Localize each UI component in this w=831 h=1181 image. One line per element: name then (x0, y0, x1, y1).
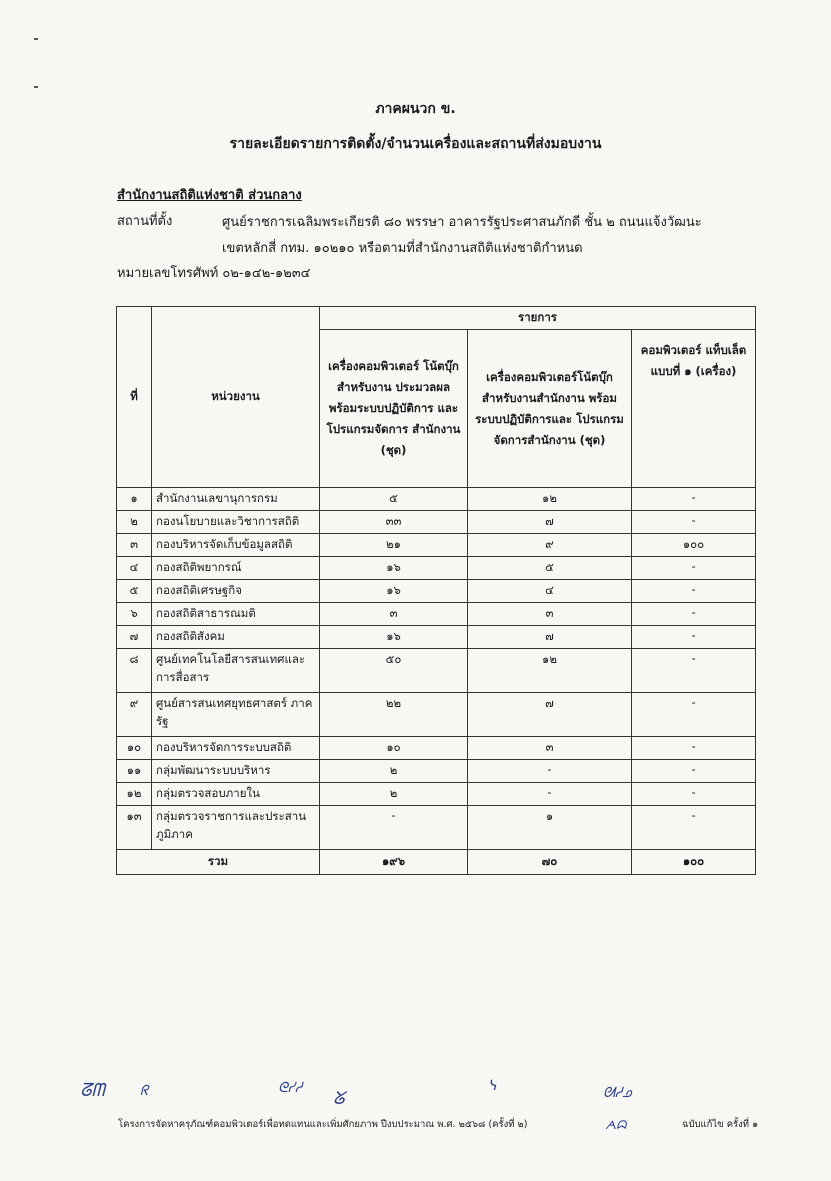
table-row (117, 580, 756, 603)
row-c: - (632, 783, 756, 806)
row-unit: กลุ่มพัฒนาระบบบริหาร (152, 760, 320, 783)
location-line-1: ศูนย์ราชการเฉลิมพระเกียรติ ๘๐ พรรษา อาคารรัฐประศาสนภักดี ชั้น ๒ ถนนแจ้งวัฒนะ (222, 215, 702, 230)
row-no: ๖ (117, 603, 152, 626)
row-c: - (632, 626, 756, 649)
row-a: ๑๐ (320, 737, 468, 760)
signature-5: ᓭ (488, 1078, 497, 1094)
row-unit: กองนโยบายและวิชาการสถิติ (152, 511, 320, 534)
row-b: ๔ (468, 580, 632, 603)
location-label: สถานที่ตั้ง (117, 214, 173, 229)
col-no-header: ที่ (117, 307, 152, 488)
row-c: - (632, 557, 756, 580)
row-c: - (632, 760, 756, 783)
table-row (117, 760, 756, 783)
equipment-table (116, 306, 756, 875)
row-a: ๑๖ (320, 557, 468, 580)
row-a: ๓ (320, 603, 468, 626)
row-b: ๓ (468, 737, 632, 760)
row-c: - (632, 737, 756, 760)
row-unit: กองสถิติพยากรณ์ (152, 557, 320, 580)
row-a: ๒๒ (320, 693, 468, 737)
row-unit: สำนักงานเลขานุการกรม (152, 488, 320, 511)
row-a: ๒๑ (320, 534, 468, 557)
row-unit: กองสถิติเศรษฐกิจ (152, 580, 320, 603)
row-c: - (632, 806, 756, 850)
signature-2: ᖇ (140, 1083, 149, 1099)
row-b: ๑๒ (468, 488, 632, 511)
row-b: - (468, 783, 632, 806)
col-a-header: เครื่องคอมพิวเตอร์ โน้ตบุ๊ก สำหรับงาน ประมวลผล พร้อมระบบปฏิบัติการ และโปรแกรมจัดการ สำนักงาน (ชุด) (320, 330, 468, 488)
row-no: ๔ (117, 557, 152, 580)
row-no: ๑๐ (117, 737, 152, 760)
row-b: ๑ (468, 806, 632, 850)
appendix-title: ภาคผนวก ข. (375, 101, 456, 117)
row-a: ๕ (320, 488, 468, 511)
footer-revision: ฉบับแก้ไข ครั้งที่ ๑ (682, 1119, 759, 1130)
signature-6: ᘛᓱᓄ (603, 1085, 632, 1101)
row-c: - (632, 603, 756, 626)
table-row (117, 693, 756, 737)
col-b-header: เครื่องคอมพิวเตอร์โน้ตบุ๊ก สำหรับงานสำนักงาน พร้อมระบบปฏิบัติการและ โปรแกรมจัดการสำนักงาน (ชุด) (468, 330, 632, 488)
phone-number: หมายเลขโทรศัพท์ ๐๒-๑๔๒-๑๒๓๔ (117, 266, 311, 281)
row-unit: กองบริหารจัดเก็บข้อมูลสถิติ (152, 534, 320, 557)
table-row (117, 603, 756, 626)
row-unit: กลุ่มตรวจราชการและประสาน ภูมิภาค (152, 806, 320, 850)
row-c: - (632, 580, 756, 603)
total-label: รวม (117, 850, 320, 875)
signature-4: ᘜ (333, 1088, 345, 1109)
signature-3: ᘓᓯᓱ (278, 1080, 302, 1096)
total-a: ๑๙๖ (320, 850, 468, 875)
location-line-2: เขตหลักสี่ กทม. ๑๐๒๑๐ หรือตามที่สำนักงานสถิติแห่งชาติกำหนด (222, 241, 583, 256)
col-unit-header: หน่วยงาน (152, 307, 320, 488)
signature-1: ᘔᗰ (80, 1080, 105, 1101)
table-row (117, 488, 756, 511)
scan-mark (34, 86, 38, 88)
row-no: ๘ (117, 649, 152, 693)
row-b: ๓ (468, 603, 632, 626)
table-row (117, 737, 756, 760)
table-row (117, 534, 756, 557)
scan-mark (34, 38, 38, 40)
document-subtitle: รายละเอียดรายการติดตั้ง/จำนวนเครื่องและสถานที่ส่งมอบงาน (229, 136, 602, 152)
row-c: ๑๐๐ (632, 534, 756, 557)
row-a: ๓๓ (320, 511, 468, 534)
row-a: ๒ (320, 783, 468, 806)
table-row (117, 783, 756, 806)
footer-project: โครงการจัดหาครุภัณฑ์คอมพิวเตอร์เพื่อทดแทนและเพิ่มศักยภาพ ปีงบประมาณ พ.ศ. ๒๕๖๘ (ครั้งที่ ๒) (118, 1119, 528, 1130)
row-no: ๓ (117, 534, 152, 557)
table-row (117, 626, 756, 649)
total-c: ๑๐๐ (632, 850, 756, 875)
row-b: ๗ (468, 626, 632, 649)
signature-7: ᗅᗣ (605, 1118, 627, 1132)
row-no: ๙ (117, 693, 152, 737)
row-c: - (632, 511, 756, 534)
table-row (117, 649, 756, 693)
col-group-header: รายการ (320, 307, 756, 330)
row-no: ๑๒ (117, 783, 152, 806)
row-a: ๑๖ (320, 626, 468, 649)
total-row (117, 850, 756, 875)
row-no: ๕ (117, 580, 152, 603)
total-b: ๗๐ (468, 850, 632, 875)
row-unit: กลุ่มตรวจสอบภายใน (152, 783, 320, 806)
row-b: - (468, 760, 632, 783)
row-c: - (632, 693, 756, 737)
row-unit: กองสถิติสังคม (152, 626, 320, 649)
table-row (117, 806, 756, 850)
row-a: ๒ (320, 760, 468, 783)
row-a: ๕๐ (320, 649, 468, 693)
row-no: ๑๑ (117, 760, 152, 783)
row-b: ๗ (468, 693, 632, 737)
row-c: - (632, 488, 756, 511)
row-b: ๑๒ (468, 649, 632, 693)
location-text (222, 210, 782, 262)
row-unit: ศูนย์สารสนเทศยุทธศาสตร์ ภาครัฐ (152, 693, 320, 737)
row-b: ๕ (468, 557, 632, 580)
col-c-header: คอมพิวเตอร์ แท็บเล็ต แบบที่ ๑ (เครื่อง) (632, 330, 756, 488)
row-unit: ศูนย์เทคโนโลยีสารสนเทศและ การสื่อสาร (152, 649, 320, 693)
row-no: ๒ (117, 511, 152, 534)
row-no: ๑๓ (117, 806, 152, 850)
table-row (117, 511, 756, 534)
row-a: ๑๖ (320, 580, 468, 603)
table-row (117, 557, 756, 580)
row-b: ๗ (468, 511, 632, 534)
row-unit: กองบริหารจัดการระบบสถิติ (152, 737, 320, 760)
row-a: - (320, 806, 468, 850)
row-b: ๙ (468, 534, 632, 557)
row-unit: กองสถิติสาธารณมติ (152, 603, 320, 626)
row-no: ๗ (117, 626, 152, 649)
row-no: ๑ (117, 488, 152, 511)
office-name: สำนักงานสถิติแห่งชาติ ส่วนกลาง (117, 188, 302, 203)
row-c: - (632, 649, 756, 693)
